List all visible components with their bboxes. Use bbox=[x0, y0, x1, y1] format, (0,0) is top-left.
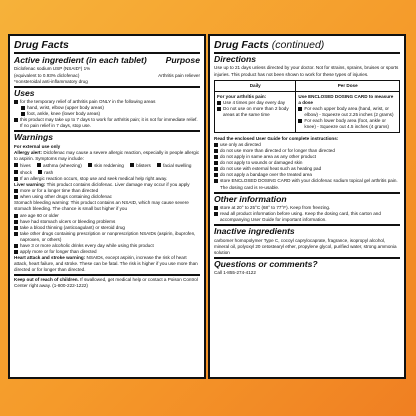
nsaid-footnote: *nonsteroidal anti-inflammatory drug bbox=[14, 78, 88, 84]
liver-warning: Liver warning: This product contains diclofenac. Liver damage may occur if you apply bbox=[14, 182, 190, 188]
questions-heading: Questions or comments? bbox=[214, 258, 318, 269]
bullet-square-icon bbox=[14, 220, 18, 224]
bullet-square-icon bbox=[214, 161, 218, 165]
bullet-square-icon bbox=[298, 107, 302, 111]
bullet-square-icon bbox=[14, 195, 18, 199]
stomach-item: are age 60 or older bbox=[14, 213, 200, 219]
continued-label: (continued) bbox=[271, 39, 325, 51]
bullet-square-icon bbox=[130, 163, 134, 167]
user-guide-intro: Read the enclosed User Guide for complete instructions: bbox=[214, 136, 339, 142]
purpose-heading: Purpose bbox=[165, 55, 200, 65]
drug-facts-title: Drug Facts bbox=[14, 39, 69, 51]
stomach-item: take a blood thinning (anticoagulant) or steroid drug bbox=[14, 225, 200, 231]
other-item: store at 20° to 25°C (68° to 77°F). Keep from freezing. bbox=[214, 205, 400, 211]
bullet-square-icon bbox=[14, 177, 18, 181]
bullet-square-icon bbox=[214, 179, 218, 183]
inactive-ingredients-text: carbomer homopolymer Type C, cocoyl caprylocaprate, fragrance, isopropyl alcohol, mineral oil, polyoxyl 20 cetostearyl ether, propylene glycol, purified water, strong ammonia solution bbox=[214, 237, 397, 255]
daily-header: Daily bbox=[215, 80, 296, 91]
guide-item: do not apply in same area as any other product bbox=[214, 154, 400, 160]
allergy-after: If an allergic reaction occurs, stop use and seek medical help right away. bbox=[14, 176, 200, 182]
drug-facts-panel-right bbox=[208, 34, 406, 379]
divider bbox=[14, 52, 200, 54]
per-dose-header: Per Dose bbox=[296, 80, 400, 91]
uses-item: foot, ankle, knee (lower body areas) bbox=[14, 111, 200, 117]
other-information-heading: Other information bbox=[214, 193, 287, 204]
other-item: read all product information before using. Keep the dosing card, this carton and accompanying User Guide for important information. bbox=[214, 211, 400, 223]
allergy-alert: Allergy alert: Diclofenac may cause a severe allergic reaction, especially in people allergic to aspirin. Symptoms may include: bbox=[14, 149, 200, 161]
keep-out-of-reach: Keep out of reach of children. If swallowed, get medical help or contact a Poison Control Center right away. (1-800-222-1222) bbox=[14, 277, 198, 289]
liver-item: more or for a longer time than directed bbox=[14, 188, 200, 194]
heart-warning: Heart attack and stroke warning: NSAIDs, except aspirin, increase the risk of heart attack, heart failure, and stroke. These can be fatal. The risk is higher if you use more than directed or for longer than directed. bbox=[14, 254, 198, 273]
drug-facts-continued-title: Drug Facts (continued) bbox=[214, 39, 325, 51]
guide-item: do not apply to wounds or damaged skin bbox=[214, 160, 400, 166]
per-dose-cell: Use ENCLOSED DOSING CARD to measure a dose For each upper body area (hand, wrist, or elbow) - Squeeze out 2.25 inches (2 grams) For each lower body area (foot, ankle or knee) - Squeeze out 4.5 inches (4 grams) bbox=[296, 91, 400, 132]
warnings-heading: Warnings bbox=[14, 132, 53, 143]
divider bbox=[14, 274, 200, 276]
divider bbox=[14, 86, 200, 88]
bullet-square-icon bbox=[14, 170, 18, 174]
stomach-warning: Stomach bleeding warning: This product contains an NSAID, which may cause severe stomach bleeding. The chance is small but higher if you bbox=[14, 200, 189, 212]
guide-item: use only as directed bbox=[214, 142, 400, 148]
bullet-square-icon bbox=[214, 167, 218, 171]
stomach-item: have 3 or more alcoholic drinks every day while using this product bbox=[14, 243, 200, 249]
active-ingredient-heading: Active ingredient (in each tablet) bbox=[14, 55, 147, 65]
bullet-square-icon bbox=[217, 107, 221, 111]
stomach-item: take other drugs containing prescription or nonprescription NSAIDs (aspirin, ibuprofen, naproxen, or others) bbox=[14, 231, 200, 243]
bullet-square-icon bbox=[38, 170, 42, 174]
uses-intro: for the temporary relief of arthritis pain ONLY in the following areas bbox=[14, 99, 200, 105]
bullet-square-icon bbox=[214, 212, 218, 216]
daily-cell: For your arthritis pain: Use 4 times per day every day Do not use on more than 2 body areas at the same time bbox=[215, 91, 296, 132]
active-ingredient-line: Diclofenac sodium USP (NSAID*) 1% bbox=[14, 66, 91, 72]
bullet-square-icon bbox=[14, 226, 18, 230]
bullet-square-icon bbox=[14, 214, 18, 218]
stomach-item: have had stomach ulcers or bleeding problems bbox=[14, 219, 200, 225]
bullet-square-icon bbox=[214, 155, 218, 159]
bullet-square-icon bbox=[214, 149, 218, 153]
bullet-square-icon bbox=[21, 106, 25, 110]
bullet-square-icon bbox=[37, 163, 41, 167]
directions-heading: Directions bbox=[214, 54, 257, 64]
stomach-item: apply more or for longer than directed bbox=[14, 249, 200, 255]
guide-item: do not use with external heat such as heating pad bbox=[214, 166, 400, 172]
uses-heading: Uses bbox=[14, 87, 35, 98]
active-ingredient-header bbox=[14, 55, 200, 66]
bullet-square-icon bbox=[14, 118, 18, 122]
drug-facts-panel-left bbox=[8, 34, 206, 379]
guide-item: do not apply a bandage over the treated area bbox=[214, 172, 400, 178]
bullet-square-icon bbox=[14, 250, 18, 254]
active-ingredient-equivalent: (equivalent to 0.93% diclofenac) bbox=[14, 72, 80, 78]
bullet-square-icon bbox=[14, 244, 18, 248]
guide-item: store ENCLOSED DOSING CARD with your diclofenac sodium topical gel arthritis pain. The dosing card is re-usable. bbox=[214, 178, 400, 190]
bullet-square-icon bbox=[214, 173, 218, 177]
uses-item: hand, wrist, elbow (upper body areas) bbox=[14, 105, 200, 111]
directions-text: Use up to 21 days unless directed by your doctor. Not for strains, sprains, bruises or sports injuries. This product has not been shown to work for these types of injuries. bbox=[214, 65, 399, 77]
guide-item: do not use more than directed or for longer than directed bbox=[214, 148, 400, 154]
bullet-square-icon bbox=[88, 163, 92, 167]
liver-item: when using other drugs containing diclofenac bbox=[14, 194, 200, 200]
bullet-square-icon bbox=[217, 101, 221, 105]
dosing-table bbox=[214, 80, 400, 133]
bullet-square-icon bbox=[157, 163, 161, 167]
bullet-square-icon bbox=[14, 163, 18, 167]
bullet-square-icon bbox=[21, 112, 25, 116]
phone-number: Call 1-855-274-4122 bbox=[214, 270, 256, 276]
bullet-square-icon bbox=[14, 189, 18, 193]
bullet-square-icon bbox=[14, 232, 18, 236]
allergy-symptoms: hives asthma (wheezing) skin reddening blisters facial swelling shock rash bbox=[14, 162, 200, 176]
bullet-square-icon bbox=[298, 119, 302, 123]
inactive-ingredients-heading: Inactive ingredients bbox=[214, 226, 295, 237]
bullet-square-icon bbox=[214, 143, 218, 147]
bullet-square-icon bbox=[214, 206, 218, 210]
external-use-only: For external use only bbox=[14, 143, 61, 149]
bullet-square-icon bbox=[14, 100, 18, 104]
uses-note: this product may take up to 7 days to work for arthritis pain; it is not for immediate relief. If no pain relief in 7 days, stop use. bbox=[14, 117, 200, 129]
purpose-value: Arthritis pain reliever bbox=[158, 72, 200, 78]
